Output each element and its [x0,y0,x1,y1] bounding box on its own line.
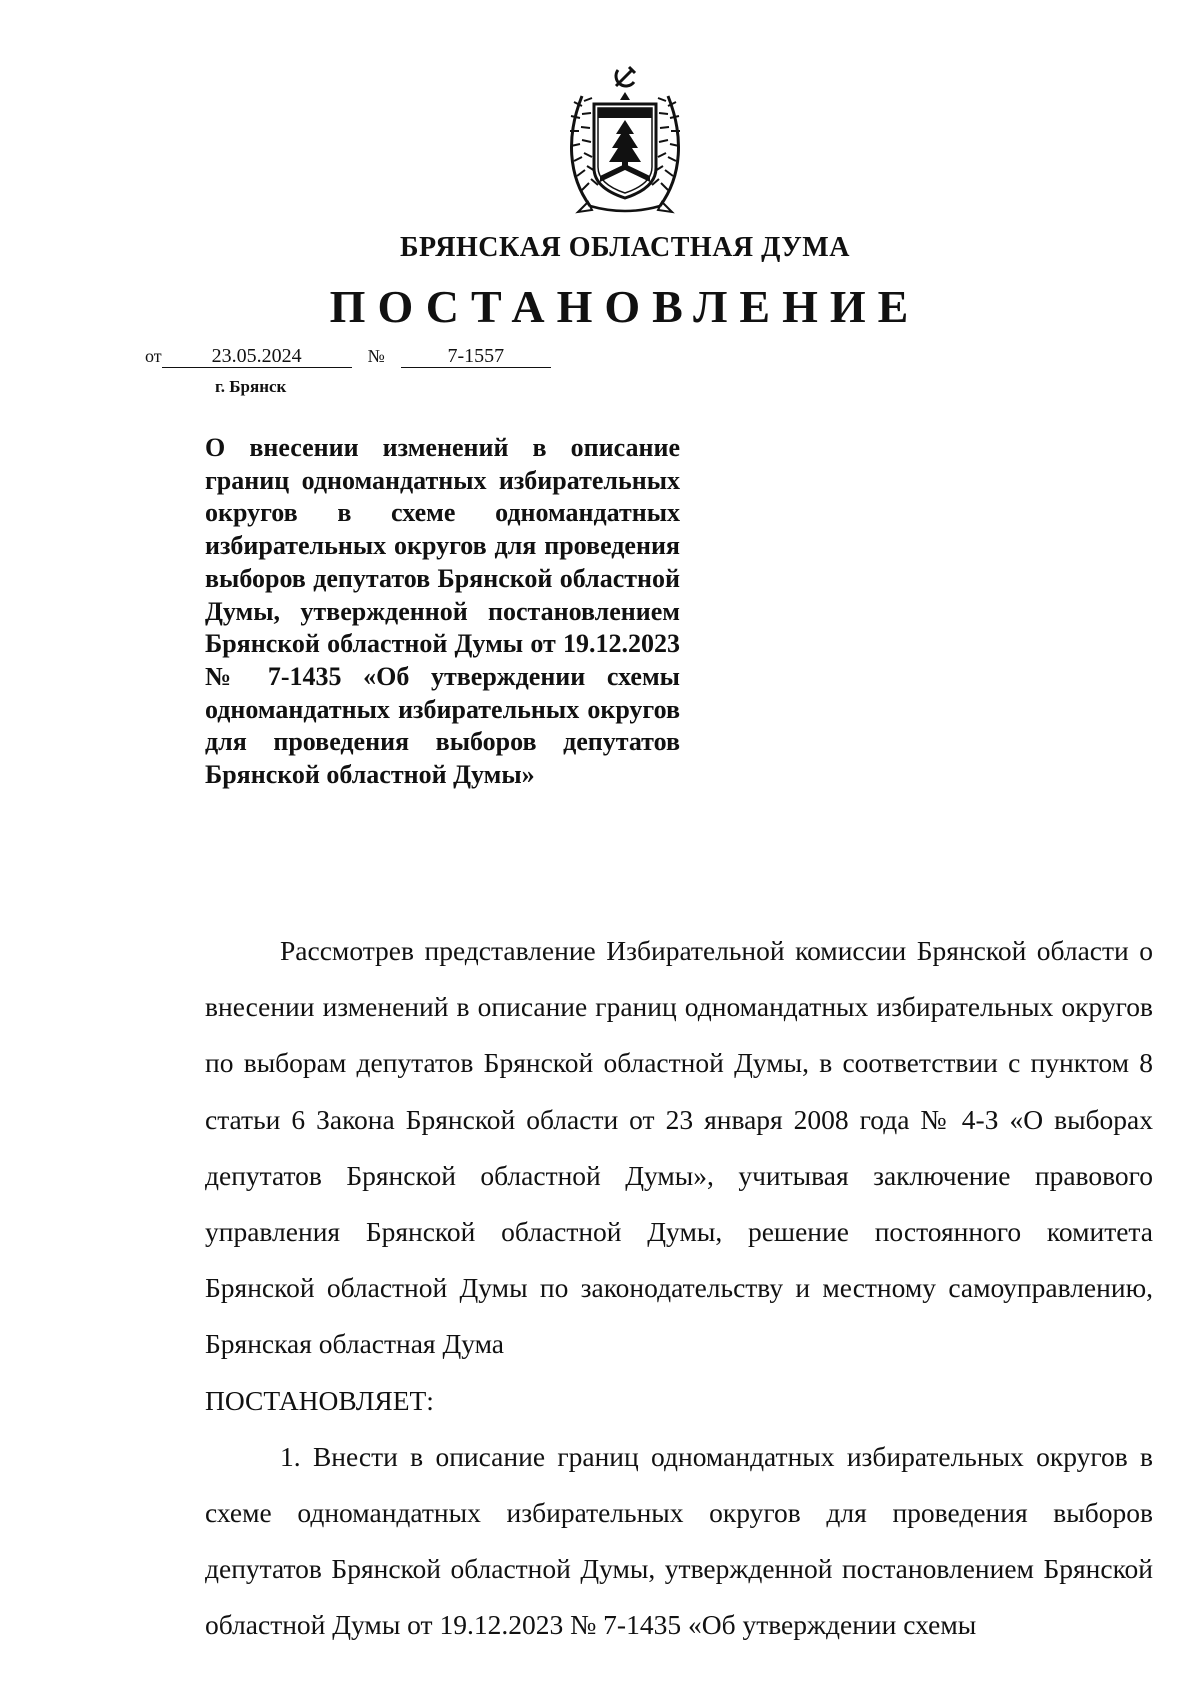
document-date: 23.05.2024 [162,345,352,368]
preamble-paragraph: Рассмотрев представление Избирательной комиссии Брянской области о внесении изменений в описание границ одномандатных избирательных округов по выборам депутатов Брянской областной Думы, в соответствии с пунктом 8 статьи 6 Закона Брянской области от 23 января 2008 года № 4-З «О выборах депутатов Брянской областной Думы», учитывая заключение правового управления Брянской областной Думы, решение постоянного комитета Брянской областной Думы по законодательству и местному самоуправлению, Брянская областная Дума [205,935,1153,1360]
document-type-title: ПОСТАНОВЛЕНИЕ [329,281,921,332]
number-label: № [367,346,385,366]
document-city: г. Брянск [215,377,287,396]
organization-title: БРЯНСКАЯ ОБЛАСТНАЯ ДУМА [400,232,850,263]
resolves-heading: ПОСТАНОВЛЯЕТ: [205,1384,434,1416]
document-meta [145,345,551,368]
document-subject: О внесении изменений в описание границ одномандатных избирательных округов в схеме одномандатных избирательных округов для проведения выборов депутатов Брянской областной Думы, утвержденной постановлением Брянской областной Думы от 19.12.2023 № 7-1435 «Об утверждении схемы одномандатных избирательных округов для проведения выборов депутатов Брянской областной Думы» [205,433,680,790]
item-1-paragraph: 1. Внести в описание границ одномандатных избирательных округов в схеме одномандатных избирательных округов для проведения выборов депутатов Брянской областной Думы, утвержденной постановлением Брянской областной Думы от 19.12.2023 № 7-1435 «Об утверждении схемы [205,1440,1153,1641]
bryansk-coat-of-arms-icon [560,56,690,221]
document-body [205,923,1153,1654]
date-label: от [145,346,162,366]
document-number: 7-1557 [401,345,551,368]
